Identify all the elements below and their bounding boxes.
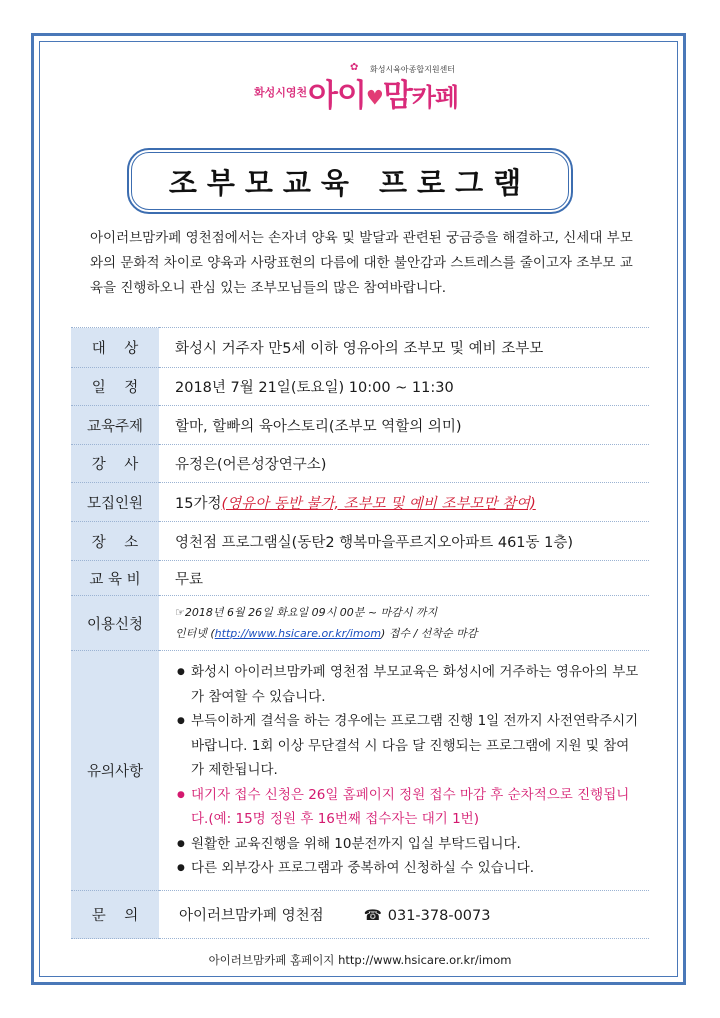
apply-method-prefix: 인터넷 ( xyxy=(175,627,215,640)
intro-paragraph: 아이러브맘카페 영천점에서는 손자녀 양육 및 발달과 관련된 궁금증을 해결하고, 신세대 부모와의 문화적 차이로 양육과 사랑표현의 다름에 대한 불안감과 스트레스를 줄이고자 조부모 교육을 진행하오니 관심 있는 조부모님들의 많은 참여바랍니다. xyxy=(90,230,633,296)
phone-icon: ☎ xyxy=(363,908,382,924)
value-schedule: 2018년 7월 21일(토요일) 10:00 ~ 11:30 xyxy=(159,368,649,406)
label-lecturer: 강 사 xyxy=(71,445,159,483)
label-capacity: 모집인원 xyxy=(71,483,159,522)
row-apply xyxy=(71,596,649,651)
value-contact xyxy=(159,891,649,939)
value-fee: 무료 xyxy=(159,561,649,596)
note-item: ● 화성시 아이러브맘카페 영천점 부모교육은 화성시에 거주하는 영유아의 부모가 참여할 수 있습니다. xyxy=(177,660,639,709)
value-notes xyxy=(159,651,649,891)
logo-brand-cafe: 카페 xyxy=(411,83,459,112)
apply-link[interactable]: http://www.hsicare.or.kr/imom xyxy=(214,627,382,640)
logo-swirl-icon: ✿ xyxy=(350,62,359,73)
logo-center-name: 화성시육아종합지원센터 xyxy=(370,65,456,74)
label-schedule: 일 정 xyxy=(71,368,159,406)
page-title: 조부모교육 프로그램 xyxy=(168,165,532,200)
value-capacity xyxy=(159,483,649,522)
value-topic: 할마, 할빠의 육아스토리(조부모 역할의 의미) xyxy=(159,406,649,445)
footer-homepage: 아이러브맘카페 홈페이지 http://www.hsicare.or.kr/imom xyxy=(208,953,512,967)
title-frame-inner xyxy=(131,152,569,210)
label-contact: 문 의 xyxy=(71,891,159,939)
value-apply xyxy=(159,596,649,651)
logo-brand xyxy=(308,70,458,115)
label-target: 대 상 xyxy=(71,328,159,368)
label-fee: 교 육 비 xyxy=(71,561,159,596)
capacity-note: (영유아 동반 불가, 조부모 및 예비 조부모만 참여) xyxy=(221,495,536,512)
note-item: ● 원활한 교육진행을 위해 10분전까지 입실 부탁드립니다. xyxy=(177,832,639,857)
row-topic xyxy=(71,406,649,445)
logo-brand-ai: 아이 xyxy=(308,78,366,114)
apply-method xyxy=(175,623,649,644)
contact-name: 아이러브맘카페 영천점 xyxy=(179,908,324,924)
notes-list xyxy=(159,660,639,881)
cafe-logo xyxy=(210,62,510,120)
capacity-count: 15가정 xyxy=(175,495,222,512)
apply-period: ☞2018년 6월 26일 화요일 09시 00분 ~ 마감시 까지 xyxy=(175,606,438,619)
value-place: 영천점 프로그램실(동탄2 행복마을푸르지오아파트 461동 1층) xyxy=(159,522,649,561)
heart-icon: ♥ xyxy=(365,85,383,110)
note-item-waitlist: ● 대기자 접수 신청은 26일 홈페이지 정원 접수 마감 후 순차적으로 진행됩니다.(예: 15명 정원 후 16번째 접수자는 대기 1번) xyxy=(177,783,639,832)
note-item: ● 다른 외부강사 프로그램과 중복하여 신청하실 수 있습니다. xyxy=(177,856,639,881)
label-place: 장 소 xyxy=(71,522,159,561)
row-target xyxy=(71,328,649,368)
row-fee xyxy=(71,561,649,596)
label-notes: 유의사항 xyxy=(71,651,159,891)
apply-method-suffix: ) 접수 / 선착순 마감 xyxy=(381,627,478,640)
row-place xyxy=(71,522,649,561)
program-info-table xyxy=(71,327,649,939)
row-contact xyxy=(71,891,649,939)
value-lecturer: 유정은(어른성장연구소) xyxy=(159,445,649,483)
logo-city: 화성시영천 xyxy=(254,86,308,99)
label-topic: 교육주제 xyxy=(71,406,159,445)
row-notes xyxy=(71,651,649,891)
row-capacity xyxy=(71,483,649,522)
label-apply: 이용신청 xyxy=(71,596,159,651)
row-lecturer xyxy=(71,445,649,483)
row-schedule xyxy=(71,368,649,406)
value-target: 화성시 거주자 만5세 이하 영유아의 조부모 및 예비 조부모 xyxy=(159,328,649,368)
logo-brand-mom: 맘 xyxy=(382,78,412,114)
note-item: ● 부득이하게 결석을 하는 경우에는 프로그램 진행 1일 전까지 사전연락주시기 바랍니다. 1회 이상 무단결석 시 다음 달 진행되는 프로그램에 지원 및 참여가 제한됩니다. xyxy=(177,709,639,783)
contact-phone: 031-378-0073 xyxy=(387,908,491,924)
